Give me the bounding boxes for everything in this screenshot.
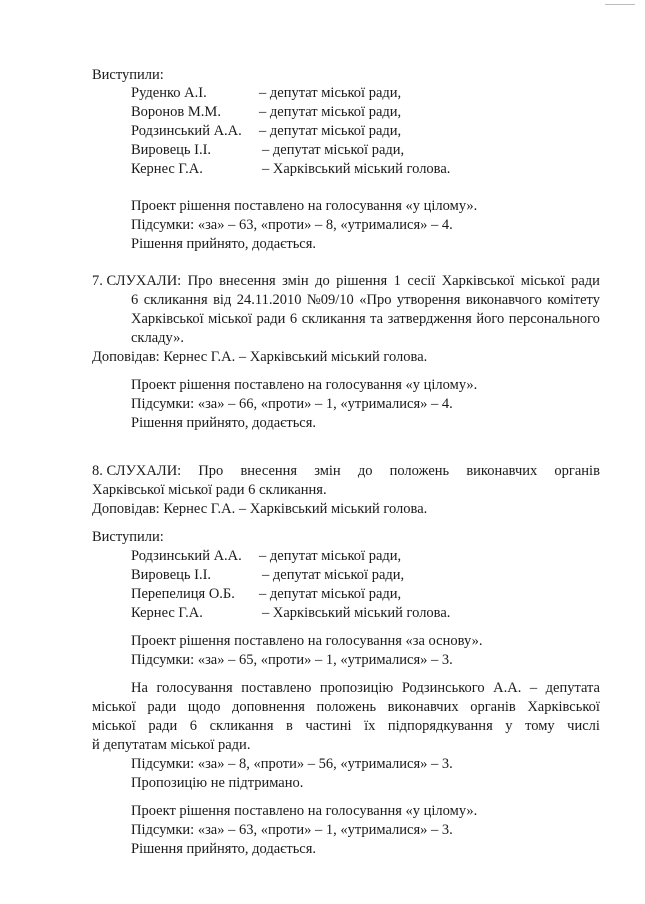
- speaker-name: Руденко А.І.: [131, 85, 207, 101]
- speaker-role: – Харківський міський голова.: [262, 161, 451, 177]
- item7-line3: [131, 310, 600, 328]
- word: змін: [314, 463, 341, 479]
- vote-result: Підсумки: «за» – 63, «проти» – 8, «утрималися» – 4.: [131, 217, 453, 233]
- vote-result: Підсумки: «за» – 66, «проти» – 1, «утрималися» – 4.: [131, 396, 453, 412]
- word: щодо: [187, 699, 221, 715]
- word: та: [370, 311, 384, 327]
- vote-result: Підсумки: «за» – 63, «проти» – 1, «утрималися» – 3.: [131, 822, 453, 838]
- word: міської: [520, 273, 565, 289]
- speaker-name: Вировець І.І.: [131, 142, 212, 158]
- word: від: [213, 292, 232, 308]
- word: до: [357, 463, 373, 479]
- proposal-result: Підсумки: «за» – 8, «проти» – 56, «утрималися» – 3.: [131, 756, 453, 772]
- word: Харківської: [441, 273, 515, 289]
- item8-reporter: Доповідав: Кернес Г.А. – Харківський міський голова.: [92, 501, 428, 517]
- word: поставлено: [241, 680, 312, 696]
- speaker-role: – депутат міської ради,: [259, 85, 402, 101]
- word: до: [315, 273, 330, 289]
- vote-decision: Рішення прийнято, додається.: [131, 415, 317, 431]
- word: тому: [525, 718, 555, 734]
- speaker-name: Перепелиця О.Б.: [131, 586, 235, 602]
- word: 1: [393, 273, 401, 289]
- speakers-heading: Виступили:: [92, 67, 164, 83]
- word: Родзинського: [401, 680, 485, 696]
- word: голосування: [156, 680, 233, 696]
- word: 6: [131, 292, 139, 308]
- word: положень: [389, 463, 450, 479]
- word: На: [131, 680, 148, 696]
- word: положень: [316, 699, 377, 715]
- word: ради: [147, 699, 177, 715]
- word: комітету: [547, 292, 600, 308]
- word: утворення: [396, 292, 461, 308]
- word: доповнення: [232, 699, 305, 715]
- proposal-line3: [92, 717, 600, 735]
- word: Про: [198, 463, 224, 479]
- vote-statement: Проект рішення поставлено на голосування «у цілому».: [131, 803, 478, 819]
- word: міської: [208, 311, 253, 327]
- word: 24.11.2010: [236, 292, 302, 308]
- speaker-name: Воронов М.М.: [131, 104, 221, 120]
- word: затвердження: [387, 311, 472, 327]
- vote-statement: Проект рішення поставлено на голосування «у цілому».: [131, 198, 478, 214]
- vote-statement: Проект рішення поставлено на голосування «у цілому».: [131, 377, 478, 393]
- word: сесії: [407, 273, 436, 289]
- word: органів: [554, 463, 600, 479]
- word: скликання: [301, 311, 366, 327]
- word: скликання: [209, 718, 274, 734]
- word: частині: [305, 718, 352, 734]
- item7-line2: [131, 291, 600, 309]
- proposal-outcome: Пропозицію не підтримано.: [131, 775, 304, 791]
- proposal-line2: [92, 698, 600, 716]
- word: ради: [256, 311, 286, 327]
- vote-result: Підсумки: «за» – 65, «проти» – 1, «утрималися» – 3.: [131, 652, 453, 668]
- word: в: [286, 718, 293, 734]
- word: у: [505, 718, 513, 734]
- word: 6: [189, 718, 198, 734]
- word: №09/10: [306, 292, 354, 308]
- word: змін: [282, 273, 309, 289]
- word: міської: [92, 718, 136, 734]
- vote-decision: Рішення прийнято, додається.: [131, 236, 317, 252]
- speaker-name: Родзинський А.А.: [131, 548, 242, 564]
- word: його: [476, 311, 505, 327]
- speaker-role: – депутат міської ради,: [262, 567, 405, 583]
- word: пропозицію: [319, 680, 394, 696]
- item7-heading: 7. СЛУХАЛИ:: [92, 273, 182, 289]
- proposal-line4: й депутатам міської ради.: [92, 737, 251, 753]
- speaker-role: – депутат міської ради,: [259, 123, 402, 139]
- scan-corner-mark: [605, 4, 635, 9]
- item7-reporter: Доповідав: Кернес Г.А. – Харківський міський голова.: [92, 349, 428, 365]
- word: виконавчих: [466, 463, 538, 479]
- word: внесення: [219, 273, 276, 289]
- vote-statement: Проект рішення поставлено на голосування «за основу».: [131, 633, 483, 649]
- speaker-name: Родзинський А.А.: [131, 123, 242, 139]
- item7-line4: складу».: [131, 330, 185, 346]
- word: підпорядкування: [387, 718, 493, 734]
- word: 6: [289, 311, 298, 327]
- speaker-role: – депутат міської ради,: [259, 586, 402, 602]
- speaker-name: Кернес Г.А.: [131, 605, 203, 621]
- word: скликання: [143, 292, 208, 308]
- word: ради: [148, 718, 178, 734]
- word: «Про: [359, 292, 392, 308]
- word: виконавчого: [465, 292, 542, 308]
- item8-line2: Харківської міської ради 6 скликання.: [92, 482, 327, 498]
- proposal-line1: [131, 679, 600, 697]
- word: рішення: [336, 273, 388, 289]
- word: числі: [567, 718, 600, 734]
- speaker-role: – депутат міської ради,: [259, 104, 402, 120]
- vote-decision: Рішення прийнято, додається.: [131, 841, 317, 857]
- word: їх: [364, 718, 376, 734]
- speaker-role: – Харківський міський голова.: [262, 605, 451, 621]
- word: ради: [571, 273, 600, 289]
- word: міської: [92, 699, 136, 715]
- word: А.А.: [493, 680, 522, 696]
- speaker-name: Вировець І.І.: [131, 567, 212, 583]
- word: виконавчих: [387, 699, 459, 715]
- word: Харківської: [131, 311, 204, 327]
- word: персонального: [508, 311, 600, 327]
- speaker-role: – депутат міської ради,: [259, 548, 402, 564]
- word: органів: [470, 699, 516, 715]
- word: депутата: [545, 680, 600, 696]
- speakers-heading: Виступили:: [92, 529, 164, 545]
- word: внесення: [240, 463, 298, 479]
- item8-line1: [92, 462, 600, 480]
- speaker-role: – депутат міської ради,: [262, 142, 405, 158]
- word: Про: [187, 273, 213, 289]
- speaker-name: Кернес Г.А.: [131, 161, 203, 177]
- item8-heading: 8. СЛУХАЛИ:: [92, 463, 182, 479]
- item7-line1: [92, 272, 600, 290]
- word: Харківської: [527, 699, 600, 715]
- word: –: [529, 680, 538, 696]
